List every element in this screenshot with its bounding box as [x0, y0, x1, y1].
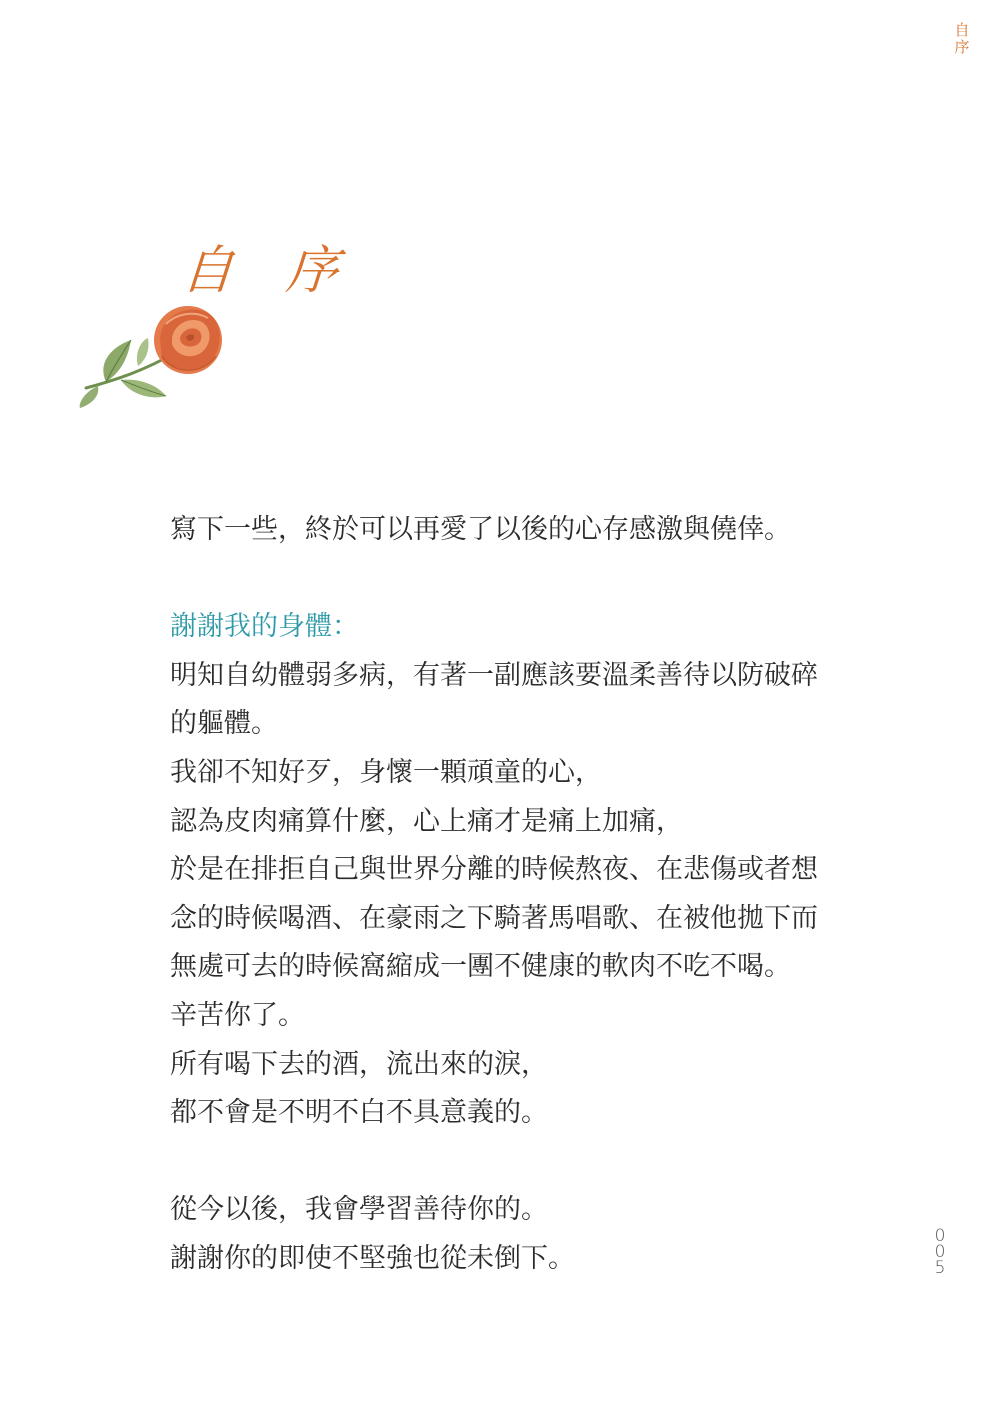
- body-line: 的軀體。: [170, 708, 278, 740]
- page-number-digit: 0: [934, 1242, 946, 1262]
- body-line: 認為皮肉痛算什麼，心上痛才是痛上加痛，: [170, 805, 683, 837]
- body-line: 無處可去的時候窩縮成一團不健康的軟肉不吃不喝。: [170, 951, 791, 983]
- body-line: 所有喝下去的酒，流出來的淚，: [170, 1048, 548, 1080]
- paragraph-gap: [170, 555, 870, 604]
- chapter-title: 自 序: [179, 241, 359, 301]
- body-line: 念的時候喝酒、在豪雨之下騎著馬唱歌、在被他拋下而: [170, 902, 818, 934]
- body-line: 明知自幼體弱多病，有著一副應該要溫柔善待以防破碎: [170, 659, 818, 691]
- intro-line: 寫下一些，終於可以再愛了以後的心存感激與僥倖。: [170, 514, 791, 545]
- body-line: 辛苦你了。: [170, 999, 305, 1031]
- running-header-char: 序: [954, 38, 970, 56]
- running-header-char: 自: [954, 21, 970, 39]
- body-line: 都不會是不明不白不具意義的。: [170, 1097, 548, 1129]
- closing-line: 從今以後，我會學習善待你的。: [170, 1194, 548, 1226]
- body-line: 於是在排拒自己與世界分離的時候熬夜、在悲傷或者想: [170, 854, 818, 886]
- rose-icon: [76, 300, 236, 410]
- page-number-digit: 5: [934, 1258, 946, 1278]
- body-text: [170, 506, 870, 1284]
- page-number-digit: 0: [934, 1226, 946, 1246]
- section-heading: 謝謝我的身體：: [170, 611, 359, 643]
- paragraph-gap: [170, 1138, 870, 1187]
- body-line: 我卻不知好歹，身懷一顆頑童的心，: [170, 756, 602, 788]
- running-header: [952, 22, 972, 56]
- closing-line: 謝謝你的即使不堅強也從未倒下。: [170, 1242, 575, 1274]
- page-number: [930, 1228, 950, 1276]
